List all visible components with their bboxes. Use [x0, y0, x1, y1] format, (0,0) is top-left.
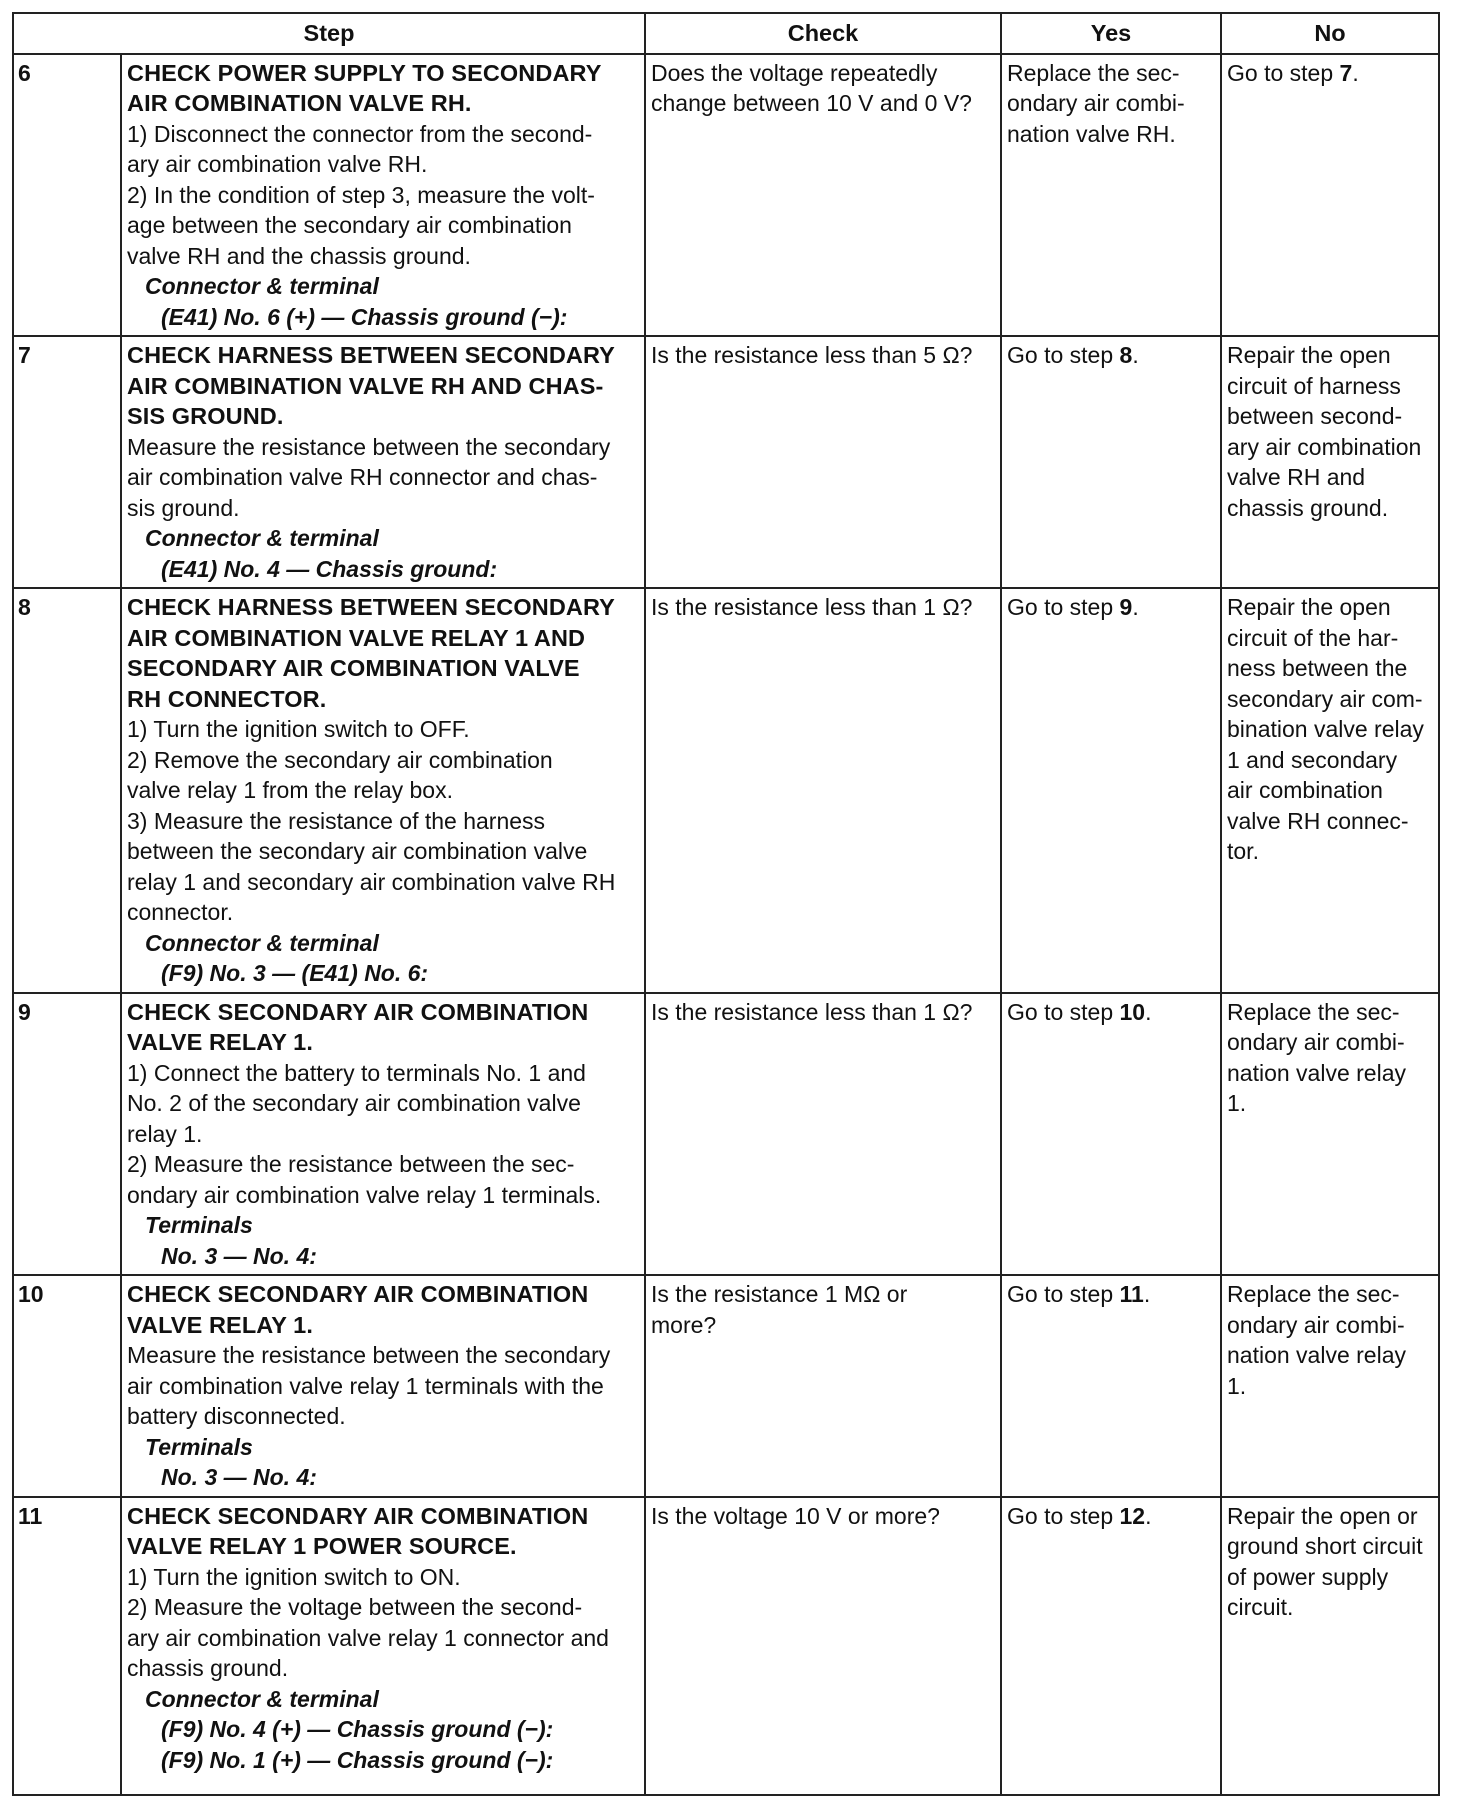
step-body-line: connector. [127, 899, 234, 925]
yes-cell [1001, 1275, 1221, 1497]
yes-goto-suffix: . [1145, 998, 1152, 1025]
yes-goto-text [1007, 997, 1215, 1028]
yes-cell [1001, 336, 1221, 588]
header-step: Step [13, 13, 645, 54]
yes-goto-text [1007, 1279, 1215, 1310]
step-title-line: SIS GROUND. [127, 403, 284, 429]
step-body-line: air combination valve RH connector and chas- [127, 464, 598, 490]
check-cell [645, 993, 1001, 1276]
no-text: between second- [1227, 403, 1403, 429]
no-cell [1221, 993, 1439, 1276]
check-text: Is the resistance less than 1 Ω? [651, 998, 973, 1025]
spec-value: (F9) No. 3 — (E41) No. 6: [161, 960, 429, 986]
check-text: more? [651, 1311, 717, 1338]
check-text: change between 10 V and 0 V? [651, 90, 972, 116]
check-text: Is the resistance 1 MΩ or [651, 1281, 908, 1307]
no-text: ary air combination [1227, 433, 1422, 460]
check-cell [645, 1275, 1001, 1497]
step-body-line: relay 1. [127, 1120, 203, 1147]
step-body-line: valve RH and the chassis ground. [127, 242, 471, 269]
step-body-line: between the secondary air combination valve [127, 838, 588, 864]
step-body-line: No. 2 of the secondary air combination valve [127, 1090, 581, 1116]
step-number: 7 [13, 336, 121, 588]
no-text: Repair the open [1227, 594, 1391, 620]
table-body [13, 54, 1439, 1795]
step-description [121, 1275, 645, 1497]
step-body-line: ondary air combination valve relay 1 terminals. [127, 1181, 602, 1208]
step-number: 6 [13, 54, 121, 337]
step-number: 11 [13, 1497, 121, 1795]
step-title-line: CHECK HARNESS BETWEEN SECONDARY [127, 342, 615, 368]
step-body-line: 1) Connect the battery to terminals No. 1 and [127, 1059, 586, 1086]
step-body-line: chassis ground. [127, 1655, 289, 1681]
table-row [13, 993, 1439, 1276]
table-row [13, 588, 1439, 993]
step-body-line: age between the secondary air combination [127, 212, 572, 238]
no-text: bination valve relay [1227, 716, 1424, 742]
yes-goto-prefix: Go to step [1007, 594, 1120, 620]
yes-goto-text [1007, 340, 1215, 371]
spec-label: Connector & terminal [145, 273, 379, 299]
step-number: 8 [13, 588, 121, 993]
yes-goto-prefix: Go to step [1007, 1281, 1120, 1307]
no-text: Repair the open [1227, 342, 1391, 368]
step-description [121, 993, 645, 1276]
check-cell [645, 588, 1001, 993]
spec-label: Connector & terminal [145, 1685, 379, 1712]
no-goto-text [1227, 58, 1433, 89]
no-text: ness between the [1227, 655, 1408, 681]
no-text: circuit of harness [1227, 372, 1401, 399]
yes-goto-step-ref: 10 [1119, 998, 1146, 1025]
step-body-line: valve relay 1 from the relay box. [127, 777, 453, 803]
spec-value: (F9) No. 1 (+) — Chassis ground (−): [161, 1746, 554, 1773]
check-text: Is the resistance less than 1 Ω? [651, 594, 973, 620]
no-text: nation valve relay [1227, 1059, 1406, 1086]
check-text: Is the resistance less than 5 Ω? [651, 342, 973, 368]
step-body-line: 1) Turn the ignition switch to ON. [127, 1563, 461, 1590]
step-body-line: 2) Remove the secondary air combination [127, 746, 553, 773]
step-title-line: AIR COMBINATION VALVE RH. [127, 90, 472, 116]
no-text: ondary air combi- [1227, 1029, 1405, 1055]
yes-goto-step-ref: 8 [1119, 342, 1133, 368]
no-text: chassis ground. [1227, 494, 1389, 521]
yes-text: Replace the sec- [1007, 59, 1180, 86]
no-goto-prefix: Go to step [1227, 59, 1340, 86]
table-row [13, 54, 1439, 337]
no-text: valve RH and [1227, 464, 1366, 490]
spec-label: Terminals [145, 1433, 253, 1460]
no-cell [1221, 1275, 1439, 1497]
yes-goto-suffix: . [1143, 1281, 1151, 1307]
no-text: nation valve relay [1227, 1342, 1406, 1368]
spec-value: No. 3 — No. 4: [161, 1242, 317, 1269]
step-number: 9 [13, 993, 121, 1276]
no-text: secondary air com- [1227, 685, 1423, 712]
yes-cell [1001, 1497, 1221, 1795]
yes-goto-text [1007, 1501, 1215, 1532]
step-title-line: CHECK SECONDARY AIR COMBINATION [127, 1502, 589, 1529]
step-title-line: CHECK SECONDARY AIR COMBINATION [127, 998, 589, 1025]
no-text: circuit. [1227, 1594, 1294, 1620]
no-goto-step-ref: 7 [1339, 59, 1353, 86]
yes-goto-prefix: Go to step [1007, 1502, 1120, 1529]
yes-goto-suffix: . [1132, 342, 1139, 368]
check-cell [645, 336, 1001, 588]
yes-goto-step-ref: 11 [1119, 1281, 1144, 1307]
step-body-line: 2) In the condition of step 3, measure the volt- [127, 181, 595, 208]
no-text: Repair the open or [1227, 1502, 1418, 1529]
yes-text: ondary air combi- [1007, 90, 1185, 116]
step-body-line: air combination valve relay 1 terminals with the [127, 1372, 604, 1399]
step-body-line: battery disconnected. [127, 1403, 346, 1429]
step-description [121, 336, 645, 588]
table-row [13, 1497, 1439, 1795]
diagnostic-table [12, 12, 1440, 1796]
yes-cell [1001, 54, 1221, 337]
table-row [13, 336, 1439, 588]
yes-text: nation valve RH. [1007, 120, 1176, 147]
no-cell [1221, 54, 1439, 337]
spec-value: (F9) No. 4 (+) — Chassis ground (−): [161, 1716, 554, 1742]
yes-goto-step-ref: 9 [1119, 594, 1133, 620]
no-cell [1221, 588, 1439, 993]
step-body-line: 1) Disconnect the connector from the second- [127, 120, 593, 147]
spec-value: (E41) No. 4 — Chassis ground: [161, 555, 498, 582]
header-no: No [1221, 13, 1439, 54]
spec-value: (E41) No. 6 (+) — Chassis ground (−): [161, 303, 568, 330]
yes-goto-suffix: . [1145, 1502, 1152, 1529]
no-text: 1 and secondary [1227, 746, 1398, 773]
step-body-line: Measure the resistance between the secondary [127, 1342, 611, 1368]
step-body-line: sis ground. [127, 494, 240, 521]
header-check: Check [645, 13, 1001, 54]
yes-cell [1001, 588, 1221, 993]
no-text: of power supply [1227, 1563, 1389, 1590]
header-row [13, 13, 1439, 54]
step-title-line: AIR COMBINATION VALVE RH AND CHAS- [127, 372, 604, 399]
step-title-line: CHECK HARNESS BETWEEN SECONDARY [127, 594, 615, 620]
no-text: valve RH connec- [1227, 807, 1409, 834]
no-text: circuit of the har- [1227, 624, 1399, 651]
no-text: tor. [1227, 838, 1259, 864]
yes-goto-text [1007, 592, 1215, 623]
step-title-line: CHECK SECONDARY AIR COMBINATION [127, 1281, 589, 1307]
step-title-line: VALVE RELAY 1. [127, 1311, 313, 1338]
no-text: ground short circuit [1227, 1533, 1423, 1559]
step-body-line: 2) Measure the voltage between the second- [127, 1594, 583, 1620]
step-title-line: VALVE RELAY 1 POWER SOURCE. [127, 1533, 517, 1559]
step-title-line: VALVE RELAY 1. [127, 1029, 313, 1055]
no-cell [1221, 1497, 1439, 1795]
header-yes: Yes [1001, 13, 1221, 54]
step-title-line: RH CONNECTOR. [127, 685, 327, 712]
yes-goto-prefix: Go to step [1007, 342, 1120, 368]
step-body-line: 3) Measure the resistance of the harness [127, 807, 546, 834]
step-body-line: 2) Measure the resistance between the sec- [127, 1151, 575, 1177]
step-title-line: AIR COMBINATION VALVE RELAY 1 AND [127, 624, 586, 651]
spec-label: Connector & terminal [145, 929, 379, 956]
no-text: 1. [1227, 1090, 1247, 1116]
check-text: Is the voltage 10 V or more? [651, 1502, 940, 1529]
no-text: 1. [1227, 1372, 1247, 1399]
no-text: ondary air combi- [1227, 1311, 1405, 1338]
step-description [121, 1497, 645, 1795]
check-text: Does the voltage repeatedly [651, 59, 938, 86]
step-body-line: 1) Turn the ignition switch to OFF. [127, 716, 470, 742]
check-cell [645, 1497, 1001, 1795]
check-cell [645, 54, 1001, 337]
no-text: Replace the sec- [1227, 998, 1400, 1025]
spec-value: No. 3 — No. 4: [161, 1464, 317, 1490]
step-title-line: SECONDARY AIR COMBINATION VALVE [127, 655, 580, 681]
yes-cell [1001, 993, 1221, 1276]
spec-label: Connector & terminal [145, 525, 379, 551]
no-text: Replace the sec- [1227, 1281, 1400, 1307]
no-goto-suffix: . [1352, 59, 1359, 86]
no-cell [1221, 336, 1439, 588]
step-description [121, 54, 645, 337]
step-body-line: ary air combination valve relay 1 connector and [127, 1624, 609, 1651]
table-row [13, 1275, 1439, 1497]
step-number: 10 [13, 1275, 121, 1497]
yes-goto-prefix: Go to step [1007, 998, 1120, 1025]
no-text: air combination [1227, 777, 1383, 803]
yes-goto-suffix: . [1132, 594, 1139, 620]
step-title-line: CHECK POWER SUPPLY TO SECONDARY [127, 59, 602, 86]
step-body-line: relay 1 and secondary air combination valve RH [127, 868, 616, 895]
yes-goto-step-ref: 12 [1119, 1502, 1146, 1529]
step-body-line: ary air combination valve RH. [127, 151, 428, 177]
step-body-line: Measure the resistance between the secondary [127, 433, 611, 460]
step-description [121, 588, 645, 993]
spec-label: Terminals [145, 1212, 253, 1238]
